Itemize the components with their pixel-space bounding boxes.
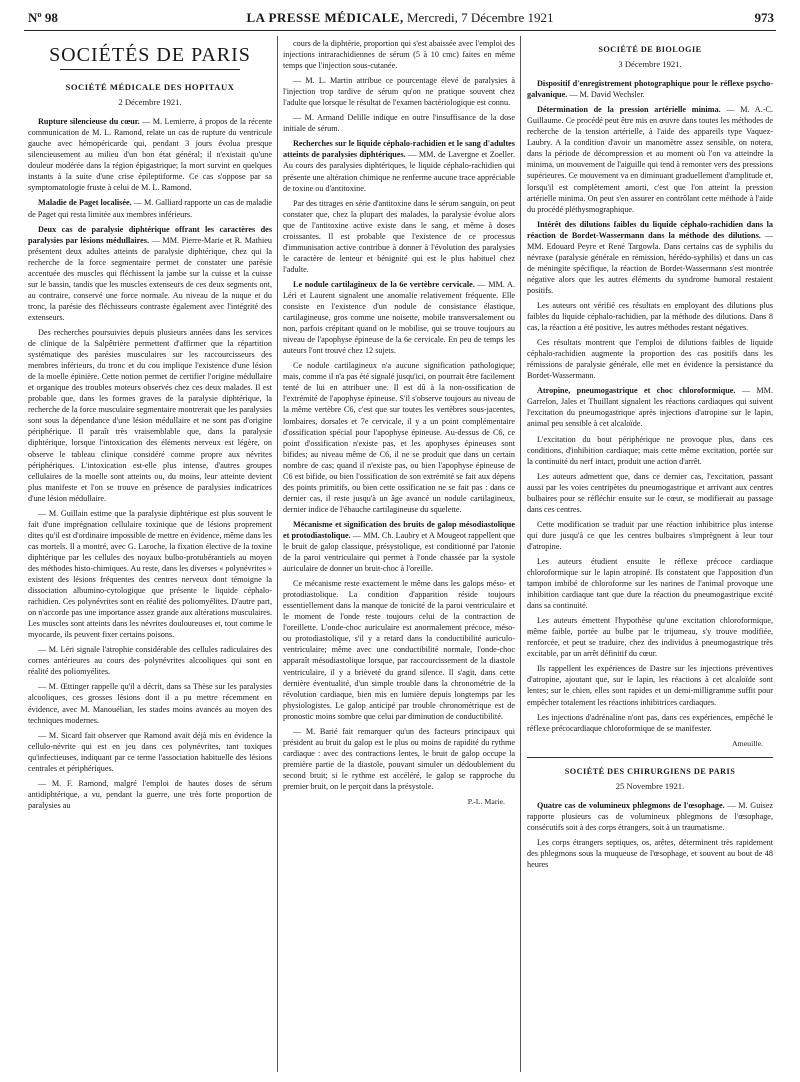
paragraph: Deux cas de paralysie diphtérique offrant les caractères des paralysies par lésions médullaires. — MM. Pierre-Marie et R. Mathieu présentent deux adultes atteints de paralysie diphtérique, chez qui la recherche de la force segmentaire permet de constater une parésie accentuée des muscles qui fléchissent la jambe sur la cuisse et la cuisse sur le bassin, tandis que les muscles extenseurs de ces deux segments ont, au contraire, conservé une force normale. Au niveau de la nuque et du tronc, la parésie des fléchisseurs contraste également avec l'intégrité des extenseurs. (28, 224, 272, 322)
paragraph: — M. Œttinger rappelle qu'il a décrit, dans sa Thèse sur les paralysies alcooliques, ces grosses lésions dont il a pu mettre récemment en évidence, avec M. Manouélian, les stades moins avancés au moyen des techniques modernes. (28, 682, 272, 725)
paragraph: Mécanisme et signification des bruits de galop mésodiastolique et protodiastolique. — MM. Ch. Laubry et A Mougeot rappellent que le bruit de galop classique, présystolique, est conditionné par l'atonie de la paroi ventriculaire qui permet à l'onde chassée par la systole auriculaire de donner un bruit-choc à l'oreille. (283, 519, 515, 574)
article-heading: Le nodule cartilagineux de la 6e vertèbre cervicale. (293, 279, 475, 289)
article-heading: Quatre cas de volumineux phlegmons de l'œsophage. (537, 800, 725, 810)
paragraph: Intérêt des dilutions faibles du liquide céphalo-rachidien dans la réaction de Bordet-Wassermann dans la méthode des dilutions. — MM. Edouard Peyre et René Targowla. Dans certains cas de syphilis du névraxe (paralysie générale en rémission, hérédo-syphilis) et dans un cas de méningite spécifique, la réaction de Bordet-Wassermann s'est montrée négative alors que les autres éléments du syndrome humoral restaient positifs. (527, 219, 773, 295)
paragraph: Les auteurs admettent que, dans ce dernier cas, l'excitation, passant aussi par les voies centripètes du pneumogastrique et arrivant aux centres bulbaires pour se réfléchir ensuite sur le cœur, se modifierait au passage dans ces centres. (527, 471, 773, 514)
article-heading: Dispositif d'enregistrement photographique pour le réflexe psycho-galvanique. (527, 79, 773, 100)
paragraph: — M. Guillain estime que la paralysie diphtérique est plus souvent le fait d'une imprégnation cellulaire toxinique que de lésions proprement dites qu'il est d'ordinaire impossible de mettre en évidence, même dans les cas mortels. Il a montré, avec G. Laroche, la fixation élective de la toxine diphtérique par les cellules des noyaux bulbo-protubérantiels au moyen des méthodes histo-chimiques. Au reste, dans les diverses « polynévrites » existent des lésions fréquentes des centres nerveux dont témoigne la dissociation albumino-cytologique que présente le liquide céphalo-rachidien. Ces polynévrites sont en réalité des poliomyélites. D'autre part, on n'accorde pas une importance assez grande aux altérations musculaires. Les muscles sont atteints dans les névrites douloureuses et, tout comme le myocarde, ils peuvent fixer certains poisons. (28, 508, 272, 640)
running-head (0, 10, 800, 26)
journal-name: LA PRESSE MÉDICALE, (246, 10, 404, 25)
column-divider (277, 36, 278, 1072)
paragraph: — M. Armand Delille indique en outre l'insuffisance de la dose initiale de sérum. (283, 113, 515, 134)
heading-rule (60, 69, 240, 70)
column-2 (283, 38, 515, 813)
paragraph: Les corps étrangers septiques, os, arêtes, déterminent très rapidement des phlegmons sous la muqueuse de l'œsophage, et souvent au bout de 48 heures (527, 837, 773, 870)
paragraph: Cette modification se traduit par une réaction inhibitrice plus intense qui dure jusqu'à ce que les centres bulbaires s'imprègnent à leur tour d'atropine. (527, 519, 773, 551)
article-heading: Mécanisme et signification des bruits de galop mésodiastolique et protodiastolique. (283, 519, 515, 540)
column-3 (527, 38, 773, 874)
paragraph: Maladie de Paget localisée. — M. Galliard rapporte un cas de maladie de Paget qui resta limitée aux membres inférieurs. (28, 198, 272, 219)
paragraph: Les auteurs étudient ensuite le réflexe précoce cardiaque chloroformique sur le lapin atropiné. Ils constatent que l'apposition d'un tampon imbibé de chloroforme sur les narines de l'animal provoque une inhibition cardiaque tant que dure la réaction du pneumogastrique excité dans sa continuité. (527, 556, 773, 611)
paragraph: Recherches sur le liquide céphalo-rachidien et le sang d'adultes atteints de paralysies diphtériques. — MM. de Lavergne et Zoeller. Au cours des paralysies diphtériques, le liquide céphalo-rachidien qui présente une altération chimique ne renferme aucune trace appréciable de toxine ou d'antitoxine. (283, 139, 515, 193)
paragraph: — M. L. Martin attribue ce pourcentage élevé de paralysies à l'injection trop tardive de sérum qu'on ne pratique souvent chez l'adulte que lorsque le résultat de l'examen bactériologique est connu. (283, 76, 515, 108)
article-heading: Recherches sur le liquide céphalo-rachidien et le sang d'adultes atteints de paralysies diphtériques. (283, 139, 515, 160)
column-divider (520, 36, 521, 1072)
article-heading: Détermination de la pression artérielle minima. (537, 105, 721, 115)
paragraph: Atropine, pneumogastrique et choc chloroformique. — MM. Garrelon, Jales et Thuillant signalent les réactions cardiaques qui suivent l'excitation du pneumogastrique après injections d'atropine sur le lapin, animal peu sensible à cet alcaloïde. (527, 386, 773, 429)
paragraph: — M. Léri signale l'atrophie considérable des cellules radiculaires des cornes antérieures au cours des polynévrites alcooliques qui sont en réalité des poliomyélites. (28, 645, 272, 677)
signature: Ameuille. (732, 738, 763, 748)
paragraph: — M. Barié fait remarquer qu'un des facteurs principaux qui président au bruit du galop est le plus ou moins de rapidité du rythme cardiaque : avec des contractions lentes, le bruit de galop occupe la première partie de la diastole, pouvant simuler un dédoublement du second bruit; si le rythme est accéléré, le galop se rapproche du premier bruit, on le perçoit dans la présystole. (283, 726, 515, 791)
article-heading: Maladie de Paget localisée. (38, 198, 132, 208)
session-date: 25 Novembre 1921. (615, 780, 685, 791)
section-heading: SOCIÉTÉS DE PARIS (49, 44, 251, 66)
paragraph: Ce nodule cartilagineux n'a aucune signification pathologique; mais, comme il n'a pas été signalé jusqu'ici, on pourrait être facilement tenté de lui en attribuer une. Il est dû à la non-ossification de l'extrémité de l'apophyse épineuse. S'il s'observe toujours au niveau de la même vertèbre C6, c'est que sur toutes les vertèbres sous-jacentes, lombaires, dorsales et 7e cervicale, il y a un point complémentaire d'ossification spécial pour l'apophyse épineuse. Au-dessus de C6, ce point d'ossification n'existe pas, et les apophyses épineuses sont bifides; au niveau même de C6, il ne se produit que dans un certain nombre de cas; quand il n'existe pas, ou bien l'apophyse épineuse de C6 est bifide, ou bien l'ossification de son extrémité se fait aux dépens des points primitifs, ou bien cette ossification ne se fait pas : dans ce dernier cas, il reste jusqu'à un âge avancé un nodule cartilagineux, dernier indice de l'ébauche cartilagineuse du squelette. (283, 361, 515, 514)
paragraph: Ce mécanisme reste exactement le même dans les galops méso- et protodiastolique. La condition d'apparition réside toujours essentiellement dans la manque de tonicité de la paroi ventriculaire et le moment de l'onde reste toujours celui de la contraction de l'oreillette. L'onde-choc auriculaire est anormalement précoce, méso-ou protodiastolique, s'il y a retard dans la conductibilité auriculo-ventriculaire; même avec une conductibilité normale, l'onde-choc apparaît mésodiastolique lorsque, par raccourcissement de la diastole ventriculaire, il y a brièveté du grand silence. Il s'agit, dans cette dernière éventualité, d'un simple trouble dans la chronométrie de la révolution cardiaque, bien mis en lumière depuis longtemps par les physiologistes. Le galop anticipé par trouble chronométrique est de pronostic moins sombre que celui par diminution de conductibilité. (283, 579, 515, 721)
paragraph: Quatre cas de volumineux phlegmons de l'œsophage. — M. Guisez rapporte plusieurs cas de volumineux phlegmons de l'œsophage, consécutifs soit à des corps étrangers, soit à un traumatisme. (527, 800, 774, 832)
signature: P.-L. Marie. (467, 797, 505, 807)
session-date: 3 Décembre 1921. (618, 59, 682, 70)
society-title: SOCIÉTÉ DES CHIRURGIENS DE PARIS (564, 766, 736, 776)
paragraph: Détermination de la pression artérielle minima. — M. A.-C. Guillaume. Ce procédé peut être mis en œuvre dans toutes les méthodes de recherche de la tension artérielle, à l'aide des appareils type Vaquez-Laubry. A la condition d'avoir un manomètre assez sensible, on notera, dans la période de décompression et au moment où l'on va atteindre la minima, un mouvement de l'aiguille qui tend à remonter vers des pressions supérieures. Ce mouvement va en diminuant graduellement d'amplitude et, lorsqu'il est complètement amorti, c'est que l'on atteint la pression artérielle minima. On peut s'en assurer en contrôlant cette méthode à l'aide du procédé pléthysmographique. (527, 105, 774, 214)
paragraph: — M. F. Ramond, malgré l'emploi de hautes doses de sérum antidiphtérique, a vu, pendant la guerre, une très forte proportion de paralysies au (28, 778, 272, 810)
paragraph: Rupture silencieuse du cœur. — M. Lemierre, à propos de la récente communication de M. L. Ramond, relate un cas de rupture du ventricule gauche avec hémopéricarde qui, pendant 3 jours évolua presque silencieusement au milieu d'un bon état général; il n'existait qu'une douleur modérée dans la région épigastrique; la mort survint en quelques instants à la suite d'une crise épileptiforme. Ce cas s'oppose par sa symptomatologie fruste à celui de M. L. Ramond. (28, 117, 272, 193)
issue-number: Nº 98 (28, 10, 58, 25)
article-heading: Intérêt des dilutions faibles du liquide céphalo-rachidien dans la réaction de Bordet-Wassermann dans la méthode des dilutions. (527, 219, 773, 240)
column-1 (28, 38, 272, 815)
session-date: 2 Décembre 1921. (118, 97, 182, 108)
article-heading: Deux cas de paralysie diphtérique offrant les caractères des paralysies par lésions médullaires. (28, 224, 272, 245)
paragraph: Dispositif d'enregistrement photographique pour le réflexe psycho-galvanique. — M. David Wechsler. (527, 79, 773, 100)
paragraph: Les auteurs émettent l'hypothèse qu'une excitation chloroformique, même faible, portée au bulbe par le trijumeau, s'y trouve modifiée, renforcée, et peut se traduire, chez des individus à pneumogastrique très excitable, par un arrêt définitif du cœur. (527, 616, 773, 659)
society-title: SOCIÉTÉ MÉDICALE DES HOPITAUX (65, 82, 235, 93)
paragraph: Par des titrages en série d'antitoxine dans le sérum sanguin, on peut constater que, chez la plupart des malades, la paralysie évolue alors que de l'antitoxine active existe dans le sang, et même à doses croissantes. Il est probable que l'existence de ce processus d'immunisation active contribue à donner à l'évolution des paralysies le caractère de lenteur et bénignité qui est le plus habituel chez l'adulte. (283, 198, 515, 274)
paragraph: Les auteurs ont vérifié ces résultats en employant des dilutions plus faibles du liquide céphalo-rachidien, par la méthode des dilutions. Dans 8 cas, la réaction a été positive, les autres méthodes restant négatives. (527, 300, 773, 333)
paragraph: cours de la diphtérie, proportion qui s'est abaissée avec l'emploi des injections intrarachidiennes de sérum (5 à 10 cmc) faites en même temps que l'injection sous-cutanée. (283, 39, 515, 71)
paragraph: L'excitation du bout périphérique ne provoque plus, dans ces conditions, d'inhibition cardiaque; mais cette même excitation, portée sur la continuité du nerf intact, produit une action d'arrêt. (527, 434, 773, 466)
paragraph: Ces résultats montrent que l'emploi de dilutions faibles de liquide céphalo-rachidien augmente la proportion des cas positifs dans les rémissions de paralysie générale, elle met en évidence la persistance du Bordet-Wassermann. (527, 338, 773, 381)
paragraph: Ils rappellent les expériences de Dastre sur les injections préventives d'atropine, ajoutant que, sur le lapin, les réactions à cet alcaloïde sont lentes; sur le chien, elles sont rapides et un demi-milligramme suffit pour empêcher totalement les réactions inhibitrices cardiaques. (527, 664, 773, 707)
page-header (0, 0, 800, 30)
section-rule (527, 757, 773, 758)
issue-date: Mercredi, 7 Décembre 1921 (406, 10, 554, 25)
article-heading: Rupture silencieuse du cœur. (38, 117, 140, 127)
society-title: SOCIÉTÉ DE BIOLOGIE (598, 45, 702, 54)
paragraph: Les injections d'adrénaline n'ont pas, dans ces expériences, empêché le réflexe précocardiaque chloroformique de se manifester. (527, 712, 773, 733)
paragraph: Le nodule cartilagineux de la 6e vertèbre cervicale. — MM. A. Léri et Laurent signalent une anomalie relativement fréquente. Elle consiste en l'existence d'un nodule de consistance élastique, cartilagineuse, gros comme une noisette, mobile transversalement ou non, parfois crépitant quand on le mobilise, qui se trouve toujours au niveau de l'apophyse épineuse de la 6e cervicale. En peu de temps les auteurs l'ont trouvé chez 12 sujets. (283, 279, 515, 356)
paragraph: — M. Sicard fait observer que Ramond avait déjà mis en évidence la cellulo-névrite qui est en jeu dans ces polynévrites, tant toxiques qu'infectieuses, indiquant par ce terme l'association habituelle des lésions centrales et périphériques. (28, 730, 272, 773)
paragraph: Des recherches poursuivies depuis plusieurs années dans les services de clinique de la Salpêtrière permettent d'affirmer que la répartition systématique des parésies musculaires sur les raccourcisseurs des membres inférieurs, du tronc et du cou implique l'existence d'une lésion de la moelle épinière. Cette notion permet de certifier l'origine médullaire et organique des troubles moteurs observés chez ces deux malades. Il est probable que, dans les formes graves de la paralysie diphtérique, la recherche de la force musculaire segmentaire montrerait que les paralysies sont sous la dépendance d'une lésion médullaire et ne sont pas d'origine périphérique. Il paraît très vraisemblable que, dans la paralysie diphtérique, lorsque l'intoxication des éléments nerveux est légère, on observe le tableau clinique considéré comme propre aux névrites périphériques. L'intoxication est-elle plus intense, d'autres groupes cellulaires de la moelle sont atteints ou, du moins, leur atteinte devient plus manifeste et l'on se trouve en présence de paralysies indicatrices d'une lésion médullaire. (28, 327, 272, 503)
article-heading: Atropine, pneumogastrique et choc chloroformique. (537, 386, 736, 396)
header-rule (24, 30, 776, 31)
page-number: 973 (754, 10, 774, 25)
